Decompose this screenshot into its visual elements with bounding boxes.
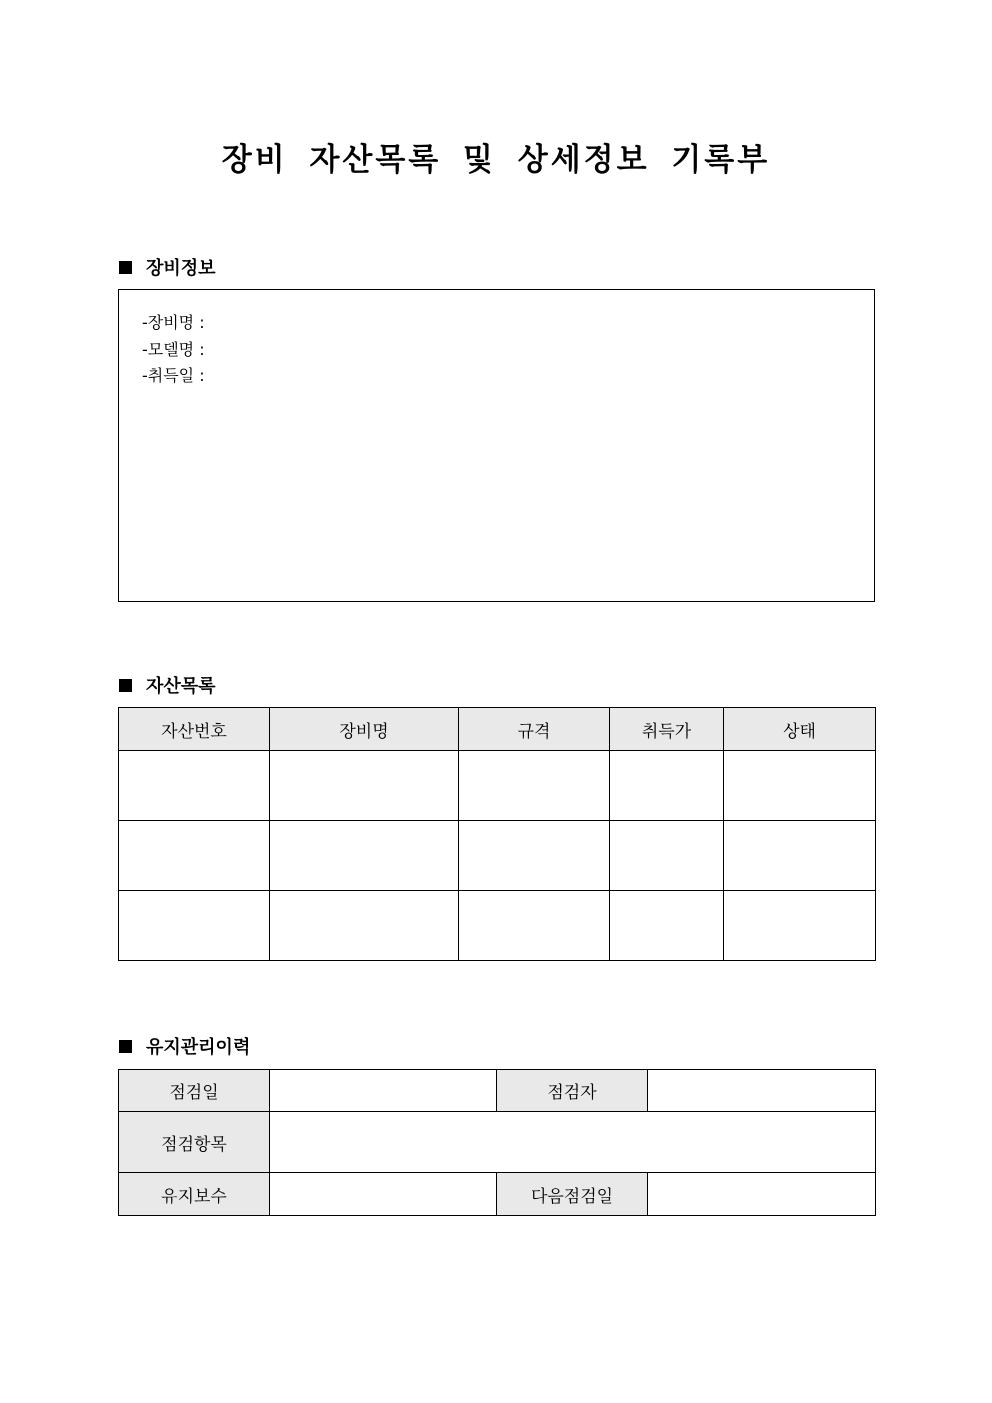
table-row: [119, 1112, 876, 1173]
table-cell[interactable]: [270, 891, 459, 961]
table-cell[interactable]: [119, 821, 270, 891]
table-header-row: [119, 708, 876, 751]
document-title: 장비 자산목록 및 상세정보 기록부: [221, 142, 771, 178]
column-header-status: 상태: [724, 708, 876, 751]
table-cell[interactable]: [119, 891, 270, 961]
inspector-field[interactable]: [648, 1070, 876, 1112]
table-row: [119, 1070, 876, 1112]
table-cell[interactable]: [459, 821, 610, 891]
equipment-info-heading: [119, 254, 216, 280]
table-cell[interactable]: [610, 751, 724, 821]
equipment-info-box[interactable]: [118, 289, 875, 602]
table-row: [119, 891, 876, 961]
table-cell[interactable]: [459, 751, 610, 821]
equipment-name-line: -장비명 :: [142, 313, 205, 332]
table-cell[interactable]: [724, 751, 876, 821]
inspection-items-label: 점검항목: [119, 1112, 270, 1173]
column-header-acquisition-cost: 취득가: [610, 708, 724, 751]
table-cell[interactable]: [119, 751, 270, 821]
acquisition-date-line: -취득일 :: [142, 366, 205, 385]
table-cell[interactable]: [724, 821, 876, 891]
table-cell[interactable]: [610, 891, 724, 961]
table-cell[interactable]: [724, 891, 876, 961]
inspection-date-label: 점검일: [119, 1070, 270, 1112]
table-row: [119, 1173, 876, 1216]
repair-label: 유지보수: [119, 1173, 270, 1216]
square-bullet-icon: [119, 679, 132, 692]
repair-field[interactable]: [270, 1173, 497, 1216]
asset-list-heading: [119, 672, 216, 698]
column-header-equipment-name: 장비명: [270, 708, 459, 751]
inspection-items-field[interactable]: [270, 1112, 876, 1173]
equipment-info-heading-text: 장비정보: [146, 258, 216, 279]
asset-list-table: [118, 707, 876, 961]
equipment-info-lines: [142, 310, 205, 390]
maintenance-history-table: [118, 1069, 876, 1216]
next-inspection-date-field[interactable]: [648, 1173, 876, 1216]
table-cell[interactable]: [459, 891, 610, 961]
table-row: [119, 751, 876, 821]
inspector-label: 점검자: [497, 1070, 648, 1112]
table-cell[interactable]: [610, 821, 724, 891]
column-header-asset-number: 자산번호: [119, 708, 270, 751]
asset-list-heading-text: 자산목록: [146, 676, 216, 697]
maintenance-history-heading: [119, 1033, 250, 1059]
table-cell[interactable]: [270, 821, 459, 891]
inspection-date-field[interactable]: [270, 1070, 497, 1112]
model-name-line: -모델명 :: [142, 339, 205, 359]
table-cell[interactable]: [270, 751, 459, 821]
square-bullet-icon: [119, 261, 132, 274]
maintenance-history-heading-text: 유지관리이력: [146, 1037, 251, 1058]
column-header-specification: 규격: [459, 708, 610, 751]
table-row: [119, 821, 876, 891]
square-bullet-icon: [119, 1040, 132, 1053]
next-inspection-date-label: 다음점검일: [497, 1173, 648, 1216]
